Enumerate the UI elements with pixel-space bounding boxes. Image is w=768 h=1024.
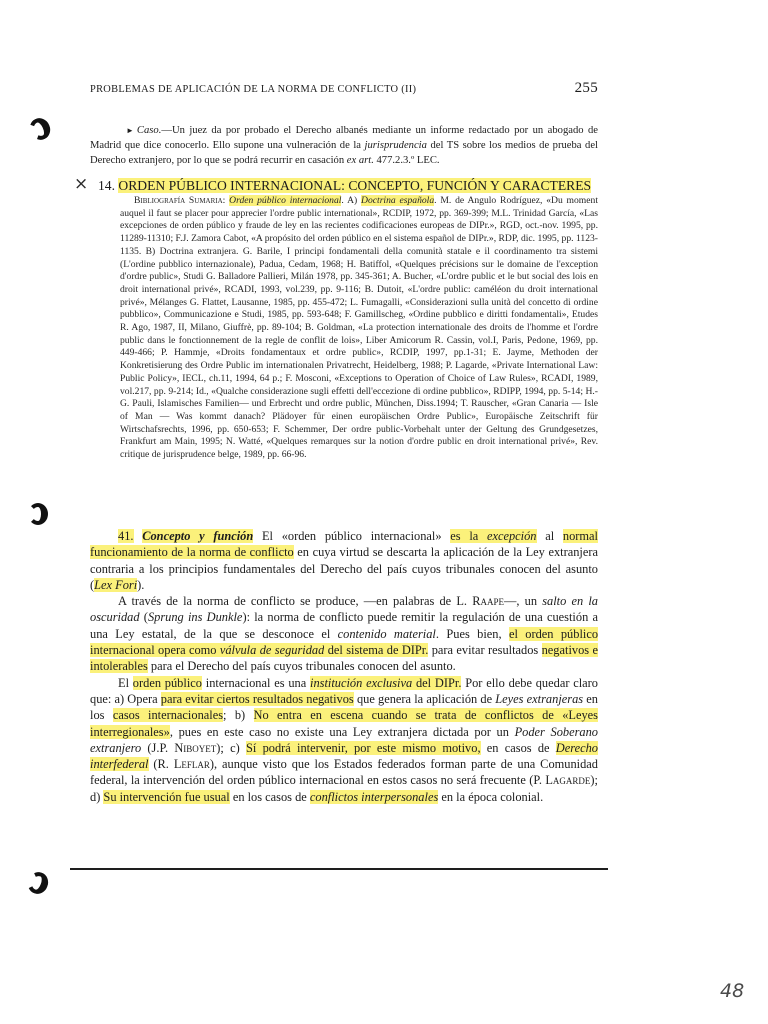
body-text: al	[536, 529, 563, 543]
highlighted-text: del DIPr.	[412, 675, 462, 690]
paragraph-41	[90, 528, 598, 593]
highlighted-text: orden público	[132, 675, 202, 690]
case-note	[90, 123, 598, 168]
body-text: internacional es una	[201, 675, 310, 690]
body-text: ); c)	[216, 740, 246, 755]
body-text: ): la norma de conflicto puede remitir la regulación de una cuestión a una Ley estatal, de la que se desconoce el	[90, 610, 598, 641]
highlighted-text: para evitar ciertos resultados negativos	[160, 691, 354, 706]
bibliography-paragraph	[120, 195, 598, 462]
highlighted-text: negativos e intolerables	[90, 643, 598, 674]
highlighted-text: es la	[450, 529, 487, 543]
section-number: 14.	[98, 178, 115, 193]
punch-hole-mark	[25, 869, 51, 897]
highlighted-text: casos internacionales	[112, 708, 224, 723]
highlighted-text: el orden público internacional opera como	[90, 626, 599, 658]
paragraph-raape	[90, 593, 598, 674]
italic-term: Sprung ins Dunkle	[147, 610, 243, 625]
horizontal-rule	[70, 868, 608, 870]
paragraph-number: 41.	[118, 529, 134, 543]
highlighted-text: excepción	[486, 529, 537, 543]
author-name: Niboyet	[174, 740, 217, 755]
punch-hole-mark	[26, 115, 53, 143]
body-text: para el Derecho del país cuyos tribunales conocen del asunto.	[147, 659, 456, 674]
paragraph-heading: Concepto y función	[142, 529, 254, 543]
body-text: en casos de	[480, 740, 556, 755]
highlighted-text: Orden público internacional	[229, 195, 342, 206]
highlighted-text: Doctrina española	[361, 195, 435, 206]
highlighted-text: conflictos interpersonales	[309, 789, 439, 804]
punch-hole-mark	[28, 503, 48, 525]
main-text	[90, 528, 598, 805]
author-name: Lagarde	[545, 773, 591, 788]
running-title: PROBLEMAS DE APLICACIÓN DE LA NORMA DE CONFLICTO (II)	[90, 84, 417, 95]
body-text: en los casos de	[229, 789, 310, 804]
highlighted-text: Sí podrá intervenir, por este mismo motivo,	[245, 740, 481, 755]
case-lead: Caso.	[136, 125, 162, 136]
body-text: El	[118, 675, 133, 690]
italic-term: Poder Soberano extranjero	[90, 724, 598, 755]
body-text: El «orden público internacional»	[253, 529, 451, 543]
highlighted-text: Su intervención fue usual	[103, 789, 230, 804]
bibliography-text: . M. de Angulo Rodríguez, «Du moment auquel il faut se placer pour apprecier l'ordre public international», RCDIP, 1972, pp. 369-399; M.L. Trinidad García, «Las excepciones de orden público y fraude de ley en las recientes codificaciones europeas de DIPr.», RGD, oct.-nov. 1995, pp. 11289-11310; F.J. Zamora Cabot, «A propósito del orden público en el sistema español de DIPr.», RDP, dic. 1995, pp. 1123-1135. B) Doctrina extranjera. G. Barile, I principi fondamentali della comunità statale e il coordinamento tra sistemi (L'ordine pubblico internazionale), Padua, Cedam, 1968; H. Batiffol, «Quelques précisions sur le domaine de l'exception d'ordre public», Studi G. Balladore Pallieri, Milán 1978, pp. 345-361; A. Bucher, «L'ordre public et le but social des lois en droit international privé», RCADI, 1993, vol.239, pp. 9-116; B. Dutoit, «L'ordre public: caméléon du droit international privé», Mélanges G. Flattet, Lausanne, 1985, pp. 455-472; L. Fumagalli, «Considerazioni sulla unità del concetto di ordine pubblico», Communicazione e Studi, 1985, pp. 593-648; F. Gamillscheg, «Ordine pubblico e diritti fondamentali», Etudes R. Ago, 1987, II, Milano, Giuffrè, pp. 89-104; B. Goldman, «La protection internationale des droits de l'homme et l'ordre public dans le fonctionnement de la regle de conflit de lois», Liber Amicorum R. Cassin, vol.I, Paris, Pedone, 1969, pp. 449-466; P. Hammje, «Droits fondamentaux et ordre public», RCDIP, 1997, pp.1-31; E. Jayme, Methoden der Konkretisierung des Ordre Public im internationalen Privatrecht, Heidelberg, 1988; P. Lagarde, «Private International Law: Public Policy», IECL, ch.11, 1994, 64 p.; F. Mosconi, «Exceptions to Operation of Choice of Law Rules», RCADI, 1989, vol.217, pp. 9-214; Id., «Qualche considerazione sugli effetti dell'eccezione di ordine pubblico», RDIPP, 1994, pp. 5-14; H.-G. Pauli, Islamisches Familien— und Erbrecht und ordre public, München, Diss.1994; T. Rauscher, «Gran Canaria — Isle of Man — Was kommt danach? Plädoyer für einen europäischen Ordre Public», Europäische Zeitschrift für Wirtschafsrechts, 1996, pp. 650-653; F. Schemmer, Der ordre public-Vorbehalt unter der Geltung des Grundgesetzes, Frankfurt am Main, 1995; N. Watté, «Quelques remarques sur la notion d'ordre public en droit international privé», Rev. critique de jurisprudence belge, 1989, pp. 66-96.	[120, 195, 598, 461]
italic-term: salto en la oscuridad	[90, 594, 598, 625]
body-text: en la época colonial.	[438, 789, 544, 804]
body-text: ; b)	[223, 708, 254, 723]
highlighted-text: No entra en escena cuando se trata de conflictos de «Leyes interregionales»	[90, 708, 598, 739]
body-text: , pues en este caso no existe una Ley extranjera dictada por un	[169, 724, 515, 739]
highlighted-text: del sistema de DIPr.	[324, 643, 429, 658]
body-text: ).	[137, 577, 145, 592]
highlighted-text: válvula de seguridad	[219, 643, 325, 658]
paragraph-caracteres	[90, 675, 598, 805]
author-name: Raape	[472, 594, 504, 609]
body-text: en cuya virtud se descarta la aplicación de la Ley extranjera contraria a los principios fundamentales del Derecho del país cuyos tribunales conocen del asunto (	[90, 545, 598, 592]
highlighted-text: institución exclusiva	[310, 675, 413, 690]
author-name: Leflar	[173, 757, 210, 772]
section-heading	[74, 174, 610, 195]
arrow-icon: ►	[126, 126, 134, 135]
case-text: 477.2.3.º LEC.	[373, 155, 440, 166]
italic-term: contenido material	[337, 626, 436, 641]
page-number: 255	[574, 80, 598, 96]
case-term: jurisprudencia	[364, 140, 427, 151]
highlighted-text: normal funcionamiento de la norma de conflicto	[90, 529, 598, 560]
handwritten-x-mark: ×	[74, 174, 89, 194]
body-text: en los	[90, 691, 598, 723]
body-text: ); d)	[90, 773, 598, 804]
body-text: A través de la norma de conflicto se produce, —en palabras de L.	[118, 594, 473, 609]
running-header	[90, 80, 598, 102]
body-text: —, un	[503, 594, 543, 609]
highlighted-text: Derecho interfederal	[90, 740, 598, 772]
body-text: ), aunque visto que los Estados federados forman parte de una Comunidad federal, la intervención del orden público internacional en estos casos no será frecuente (P.	[90, 757, 598, 788]
highlighted-text: Lex Fori	[94, 577, 138, 592]
bibliography-text: . A)	[341, 195, 362, 206]
handwritten-page-number: 48	[720, 980, 745, 1002]
case-term: ex art.	[346, 155, 374, 166]
body-text: que genera la aplicación de	[353, 691, 496, 706]
case-text: del TS sobre los medios de prueba del Derecho extranjero, por lo que se podrá recurrir en casación	[90, 140, 598, 166]
body-text: Por ello debe quedar claro que: a) Opera	[90, 675, 598, 706]
bibliography-label: Bibliografía Sumaria:	[134, 195, 226, 206]
italic-term: Leyes extranjeras	[495, 691, 584, 706]
body-text: (	[139, 610, 148, 625]
body-text: (J.P.	[141, 740, 175, 755]
body-text: . Pues bien,	[435, 626, 509, 641]
body-text: (R.	[148, 757, 174, 772]
bibliography-block	[120, 195, 598, 462]
body-text: para evitar resultados	[428, 643, 542, 658]
case-text: —Un juez da por probado el Derecho albanés mediante un informe redactado por un abogado de Madrid que dice conocerlo. Ello supone una vulneración de la	[90, 125, 598, 151]
section-title: ORDEN PÚBLICO INTERNACIONAL: CONCEPTO, FUNCIÓN Y CARACTERES	[118, 178, 592, 193]
